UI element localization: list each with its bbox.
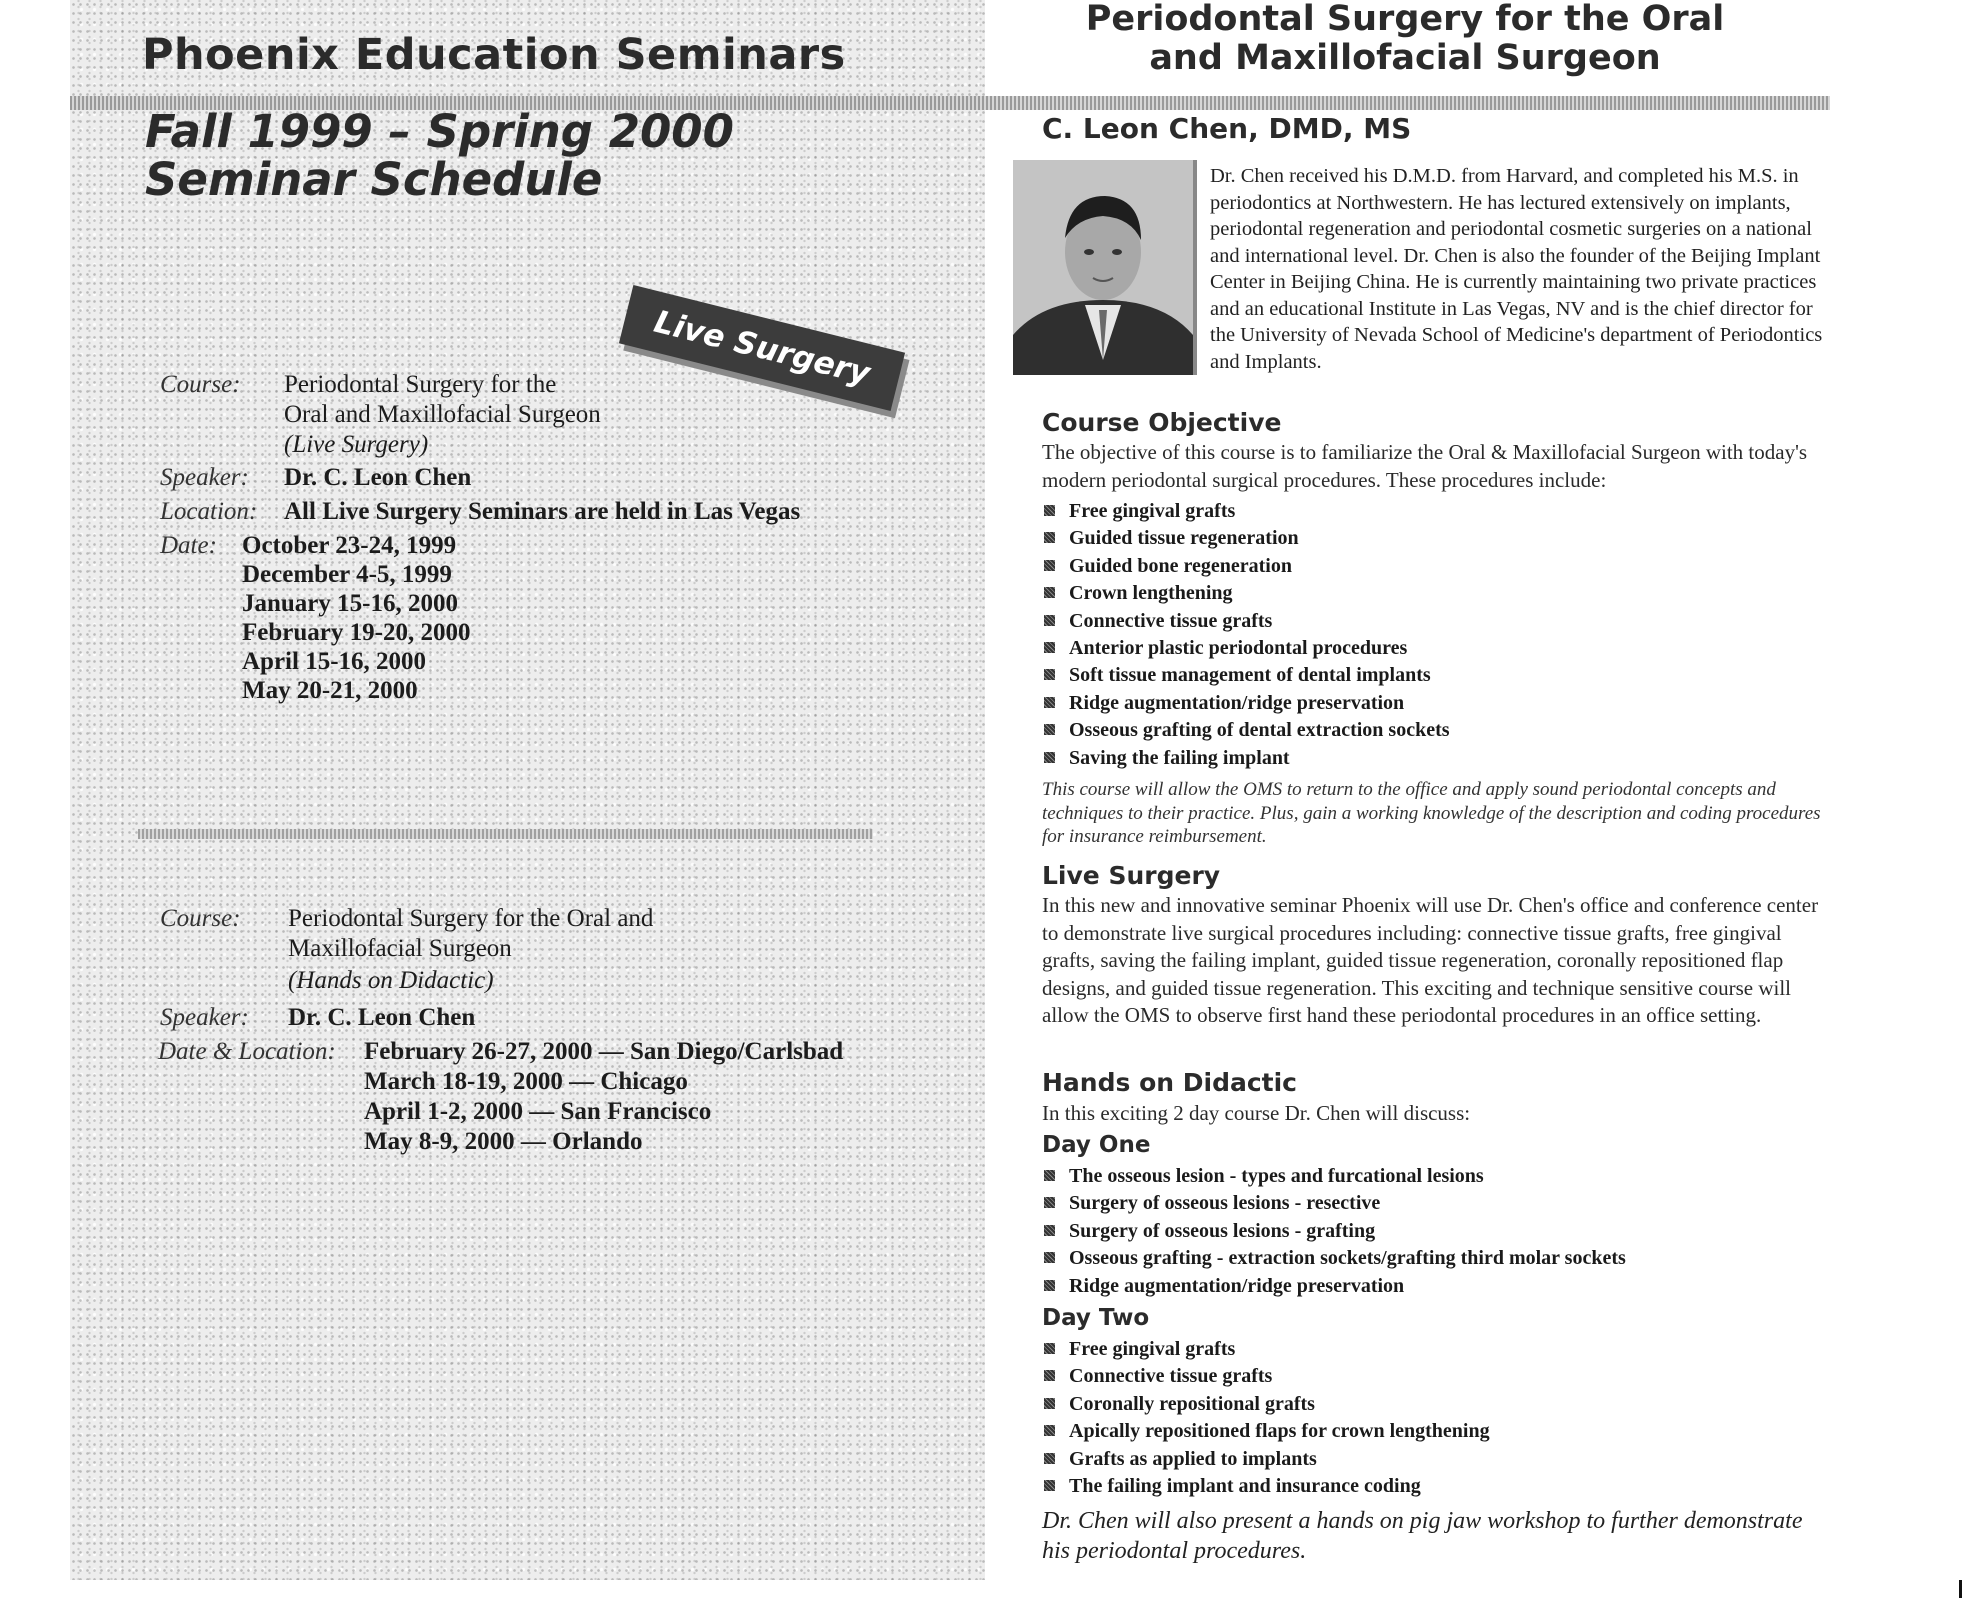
date-location-label: Date & Location: xyxy=(158,1038,336,1065)
left-column-background xyxy=(70,0,985,1580)
course-title xyxy=(1005,0,1805,78)
objective-text: The objective of this course is to familiarize the Oral & Maxillofacial Surgeon with today's modern periodontal surgical procedures. These procedures include: xyxy=(1042,440,1808,492)
bullet-square-icon xyxy=(1044,1197,1055,1208)
speaker-label: Speaker: xyxy=(160,1004,249,1031)
objective-note: This course will allow the OMS to return to the office and apply sound periodontal concepts and techniques to their practice. Plus, gain a working knowledge of the description and coding procedures for insurance reimbursement. xyxy=(1042,779,1821,847)
schedule-title-line1: Fall 1999 – Spring 2000 xyxy=(145,105,734,158)
bullet-square-icon xyxy=(1044,560,1055,571)
list-item: Grafts as applied to implants xyxy=(1044,1446,1490,1473)
schedule-title xyxy=(145,105,734,206)
list-item: Coronally repositional grafts xyxy=(1044,1391,1490,1418)
list-item: Surgery of osseous lesions - grafting xyxy=(1044,1218,1626,1245)
list-item: Crown lengthening xyxy=(1044,580,1450,607)
location-label: Location: xyxy=(160,498,258,525)
list-item: The osseous lesion - types and furcational lesions xyxy=(1044,1163,1626,1190)
session-item: February 26-27, 2000 — San Diego/Carlsbad xyxy=(364,1038,844,1065)
schedule-title-line2: Seminar Schedule xyxy=(145,153,603,206)
list-item: Apically repositioned flaps for crown lengthening xyxy=(1044,1418,1490,1445)
speaker-name: C. Leon Chen, DMD, MS xyxy=(1042,112,1412,145)
course-line-1: Periodontal Surgery for the Oral and xyxy=(288,905,654,932)
date-item: May 20-21, 2000 xyxy=(242,677,418,704)
list-item: Soft tissue management of dental implants xyxy=(1044,662,1450,689)
bullet-square-icon xyxy=(1044,1170,1055,1181)
bullet-square-icon xyxy=(1044,615,1055,626)
bullet-square-icon xyxy=(1044,697,1055,708)
bullet-square-icon xyxy=(1044,1225,1055,1236)
list-item: Saving the failing implant xyxy=(1044,745,1450,772)
objective-list xyxy=(1044,498,1450,772)
date-item: February 19-20, 2000 xyxy=(242,619,471,646)
live-surgery-text: In this new and innovative seminar Phoenix will use Dr. Chen's office and conference center to demonstrate live surgical procedures including: connective tissue grafts, free gingival grafts, saving the failing implant, guided tissue regeneration, coronally repositioned flap designs, and guided tissue regeneration. This exciting and technique sensitive course will allow the OMS to observe first hand these periodontal procedures in an office setting. xyxy=(1042,893,1819,1027)
date-item: January 15-16, 2000 xyxy=(242,590,458,617)
list-item: Ridge augmentation/ridge preservation xyxy=(1044,1273,1626,1300)
speaker-value: Dr. C. Leon Chen xyxy=(284,464,472,491)
bullet-square-icon xyxy=(1044,1252,1055,1263)
course-line-3: (Live Surgery) xyxy=(284,431,429,458)
didactic-heading: Hands on Didactic xyxy=(1042,1068,1297,1097)
day-one-list xyxy=(1044,1163,1626,1300)
session-item: March 18-19, 2000 — Chicago xyxy=(364,1068,688,1095)
course-title-line1: Periodontal Surgery for the Oral xyxy=(1085,0,1725,39)
list-item: Ridge augmentation/ridge preservation xyxy=(1044,690,1450,717)
objective-heading: Course Objective xyxy=(1042,408,1282,437)
day-two-heading: Day Two xyxy=(1042,1305,1150,1331)
bullet-square-icon xyxy=(1044,587,1055,598)
bullet-square-icon xyxy=(1044,1453,1055,1464)
list-item: Connective tissue grafts xyxy=(1044,608,1450,635)
bullet-square-icon xyxy=(1044,724,1055,735)
bullet-square-icon xyxy=(1044,1480,1055,1491)
live-surgery-heading: Live Surgery xyxy=(1042,861,1221,890)
bullet-square-icon xyxy=(1044,532,1055,543)
session-item: April 1-2, 2000 — San Francisco xyxy=(364,1098,712,1125)
date-item: April 15-16, 2000 xyxy=(242,648,427,675)
day-two-list xyxy=(1044,1336,1490,1500)
course-title-line2: and Maxillofacial Surgeon xyxy=(1149,38,1661,78)
closing-note: Dr. Chen will also present a hands on pig jaw workshop to further demonstrate his periodontal procedures. xyxy=(1042,1508,1803,1564)
course-label: Course: xyxy=(160,905,241,932)
list-item: Free gingival grafts xyxy=(1044,498,1450,525)
list-item: Osseous grafting of dental extraction sockets xyxy=(1044,717,1450,744)
speaker-portrait-icon xyxy=(1013,160,1197,375)
session-item: May 8-9, 2000 — Orlando xyxy=(364,1128,643,1155)
bullet-square-icon xyxy=(1044,505,1055,516)
list-item: Osseous grafting - extraction sockets/grafting third molar sockets xyxy=(1044,1245,1626,1272)
list-item: Guided bone regeneration xyxy=(1044,553,1450,580)
bullet-square-icon xyxy=(1044,752,1055,763)
course-line-3: (Hands on Didactic) xyxy=(288,967,494,994)
course-line-1: Periodontal Surgery for the xyxy=(284,371,557,398)
bullet-square-icon xyxy=(1044,642,1055,653)
didactic-intro: In this exciting 2 day course Dr. Chen will discuss: xyxy=(1042,1101,1471,1125)
bullet-square-icon xyxy=(1044,669,1055,680)
list-item: Free gingival grafts xyxy=(1044,1336,1490,1363)
speaker-value: Dr. C. Leon Chen xyxy=(288,1004,476,1031)
bullet-square-icon xyxy=(1044,1398,1055,1409)
course-line-2: Oral and Maxillofacial Surgeon xyxy=(284,401,601,428)
date-item: December 4-5, 1999 xyxy=(242,561,452,588)
list-item: Anterior plastic periodontal procedures xyxy=(1044,635,1450,662)
section-divider xyxy=(138,829,873,839)
date-item: October 23-24, 1999 xyxy=(242,532,457,559)
speaker-label: Speaker: xyxy=(160,464,249,491)
course-label: Course: xyxy=(160,371,241,398)
course-line-2: Maxillofacial Surgeon xyxy=(288,935,512,962)
list-item: Surgery of osseous lesions - resective xyxy=(1044,1190,1626,1217)
list-item: The failing implant and insurance coding xyxy=(1044,1473,1490,1500)
brand-title: Phoenix Education Seminars xyxy=(142,30,846,80)
bullet-square-icon xyxy=(1044,1343,1055,1354)
bullet-square-icon xyxy=(1044,1370,1055,1381)
location-value: All Live Surgery Seminars are held in Las Vegas xyxy=(284,498,801,525)
speaker-bio: Dr. Chen received his D.M.D. from Harvard, and completed his M.S. in periodontics at Northwestern. He has lectured extensively on implants, periodontal regeneration and periodontal cosmetic surgeries on a national and international level. Dr. Chen is also the founder of the Beijing Implant Center in Beijing China. He is currently maintaining two private practices and an educational Institute in Las Vegas, NV and is the chief director for the University of Nevada School of Medicine's department of Periodontics and Implants. xyxy=(1210,165,1823,373)
list-item: Connective tissue grafts xyxy=(1044,1363,1490,1390)
scan-edge-mark xyxy=(1959,1580,1962,1598)
list-item: Guided tissue regeneration xyxy=(1044,525,1450,552)
bullet-square-icon xyxy=(1044,1425,1055,1436)
live-surgery-badge: Live Surgery xyxy=(619,285,905,411)
date-label: Date: xyxy=(160,532,217,559)
bullet-square-icon xyxy=(1044,1280,1055,1291)
day-one-heading: Day One xyxy=(1042,1132,1151,1158)
